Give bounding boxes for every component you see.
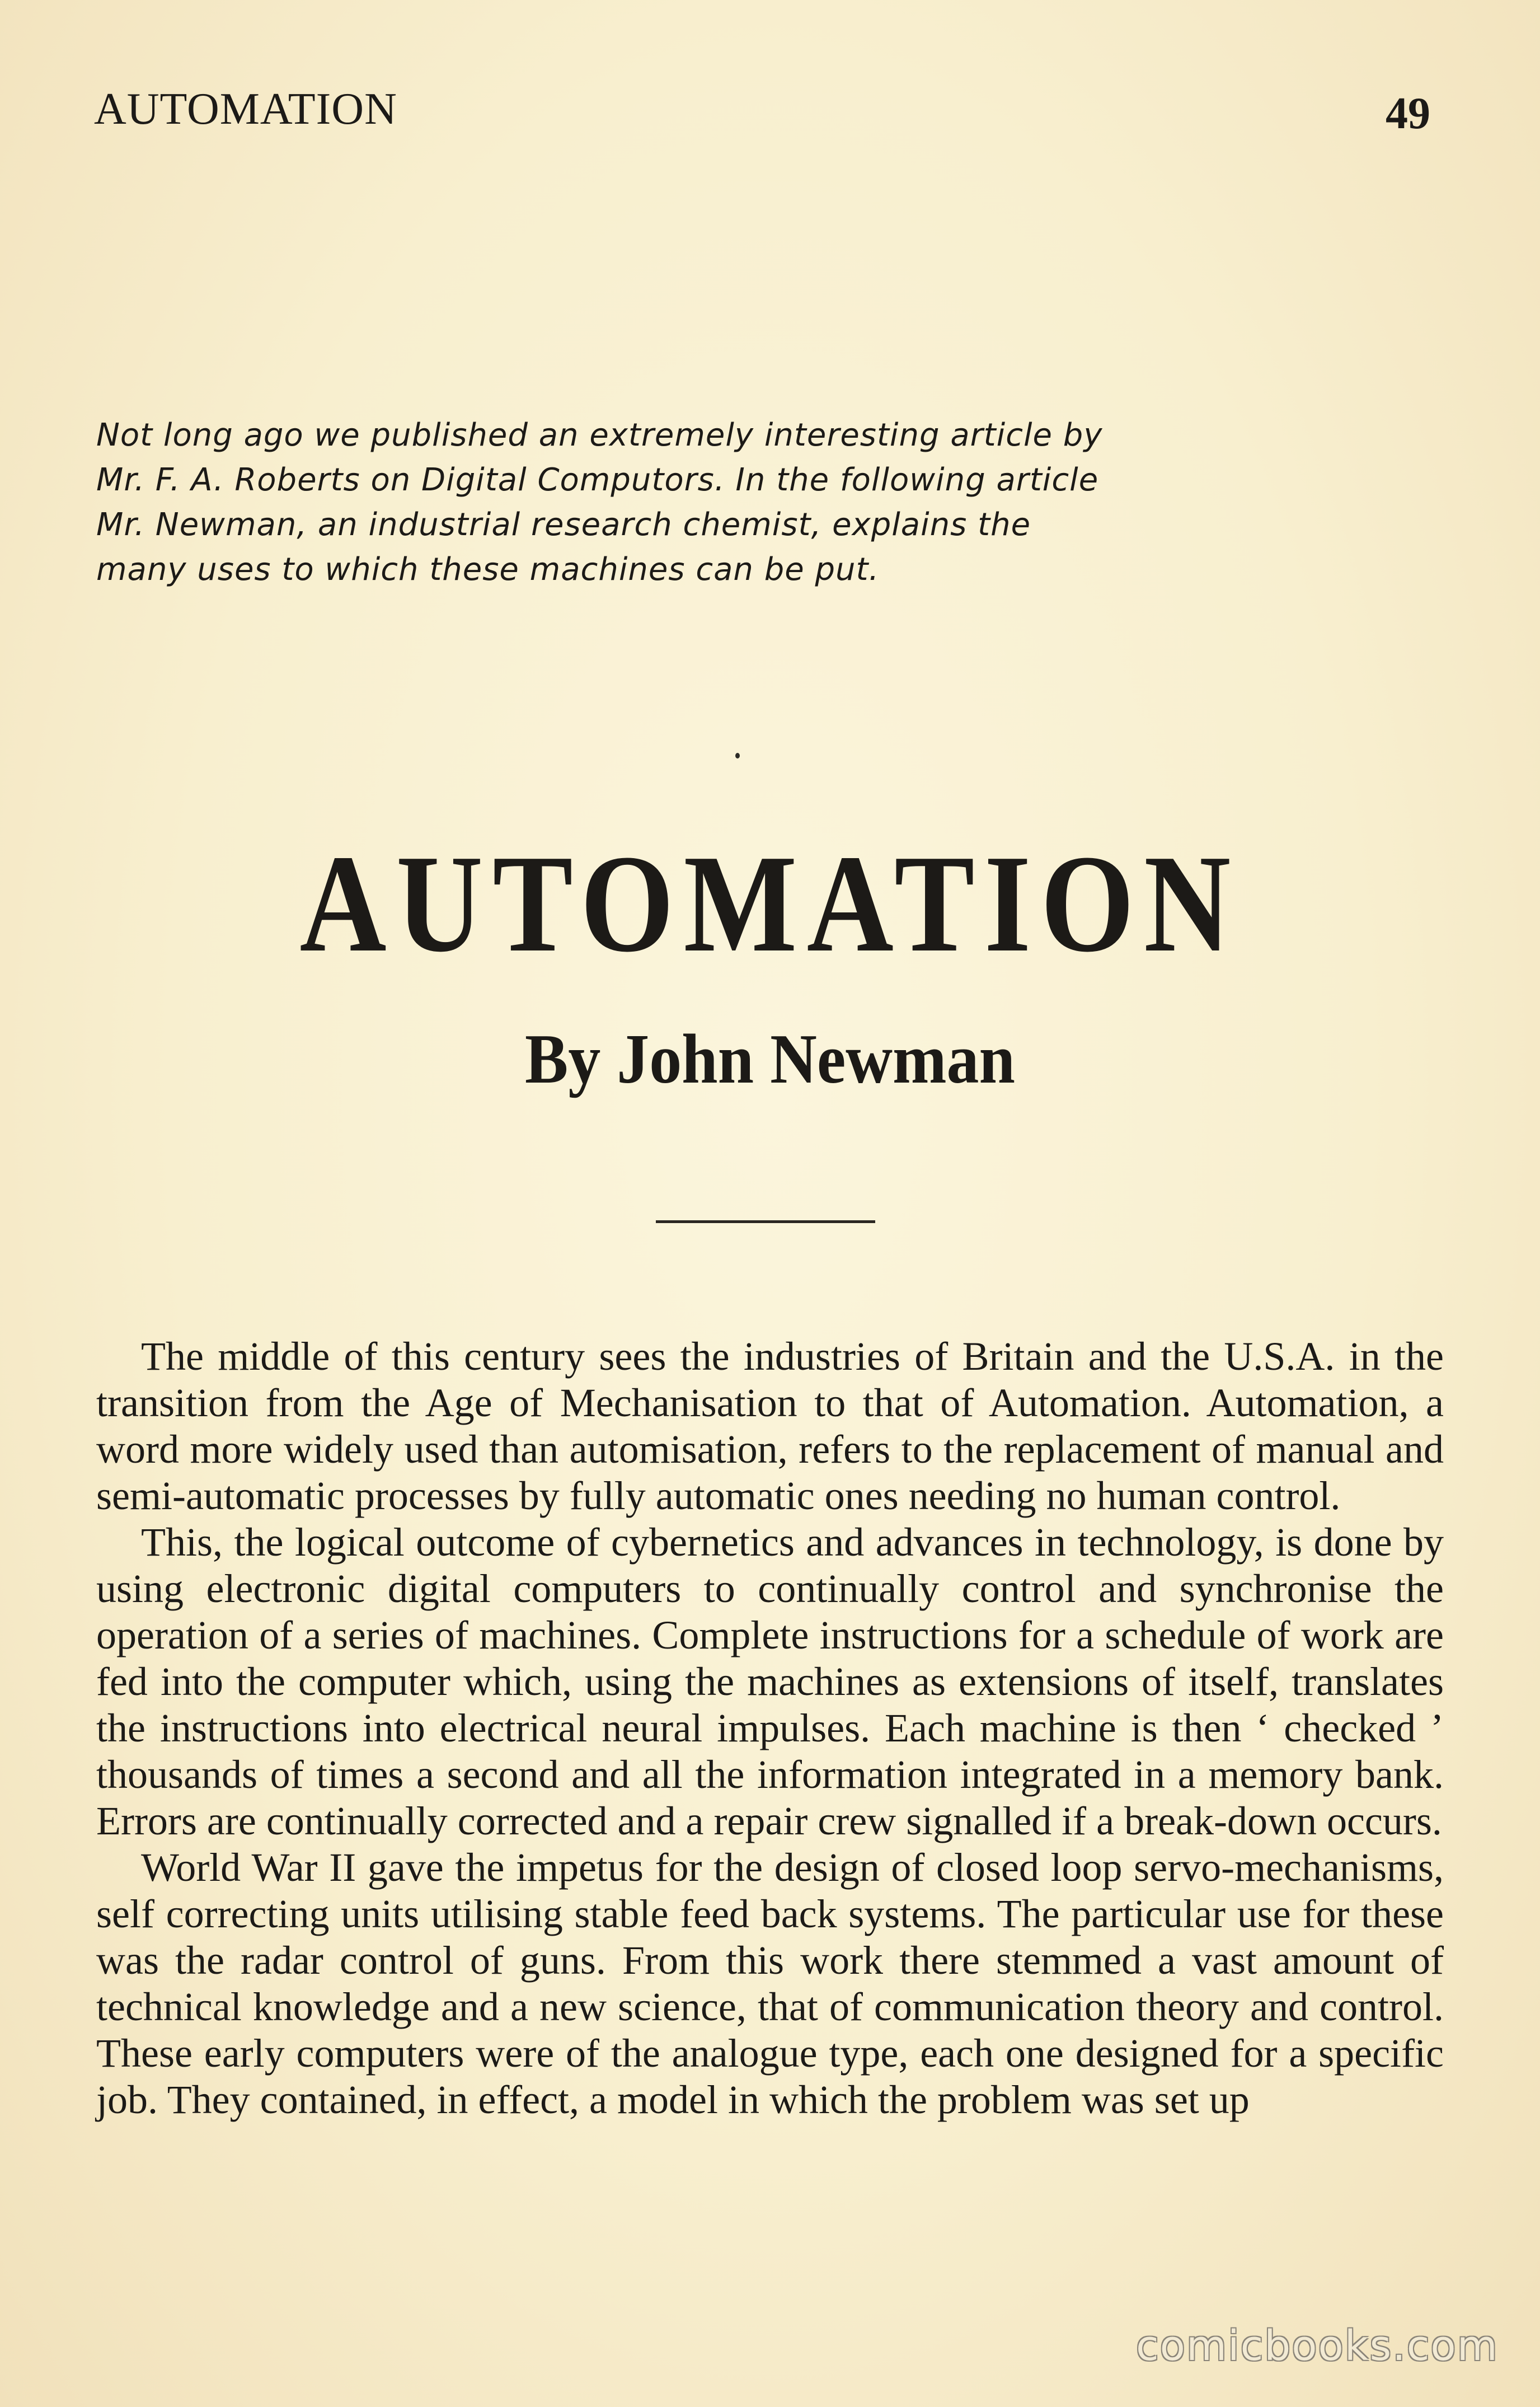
article-title: AUTOMATION (299, 826, 1241, 981)
running-head: AUTOMATION (94, 85, 397, 134)
article-body (96, 1333, 1444, 2123)
intro-note: Not long ago we published an extremely interesting article by Mr. F. A. Roberts on Digital Computors. In the following article Mr. Newman, an industrial research chemist, explains the many uses to which these machines can be put. (96, 417, 1103, 588)
page-number: 49 (1386, 89, 1430, 138)
divider-rule (656, 1220, 875, 1223)
byline: By John Newman (525, 1020, 1015, 1098)
watermark: comicbooks.com (1136, 2322, 1499, 2370)
paragraph: This, the logical outcome of cybernetics and advances in technology, is done by using electronic digital computers to continually control and synchronise the operation of a series of machines. Complete instructions for a schedule of work are fed into the computer which, using the machines as extensions of itself, translates the instructions into electrical neural impulses. Each machine is then ‘ checked ’ thousands of times a second and all the information integrated in a memory bank. Errors are continually corrected and a repair crew signalled if a break-down occurs. (96, 1520, 1444, 1843)
ink-speck (735, 753, 740, 758)
paragraph: The middle of this century sees the industries of Britain and the U.S.A. in the transition from the Age of Mechanisation to that of Automation. Automation, a word more widely used than automisation, refers to the replacement of manual and semi-automatic processes by fully automatic ones needing no human control. (96, 1334, 1444, 1518)
paragraph: World War II gave the impetus for the design of closed loop servo-mechanisms, self correcting units utilising stable feed back systems. The particular use for these was the radar control of guns. From this work there stemmed a vast amount of technical knowledge and a new science, that of communication theory and control. These early computers were of the analogue type, each one designed for a specific job. They contained, in effect, a model in which the problem was set up (96, 1845, 1444, 2122)
